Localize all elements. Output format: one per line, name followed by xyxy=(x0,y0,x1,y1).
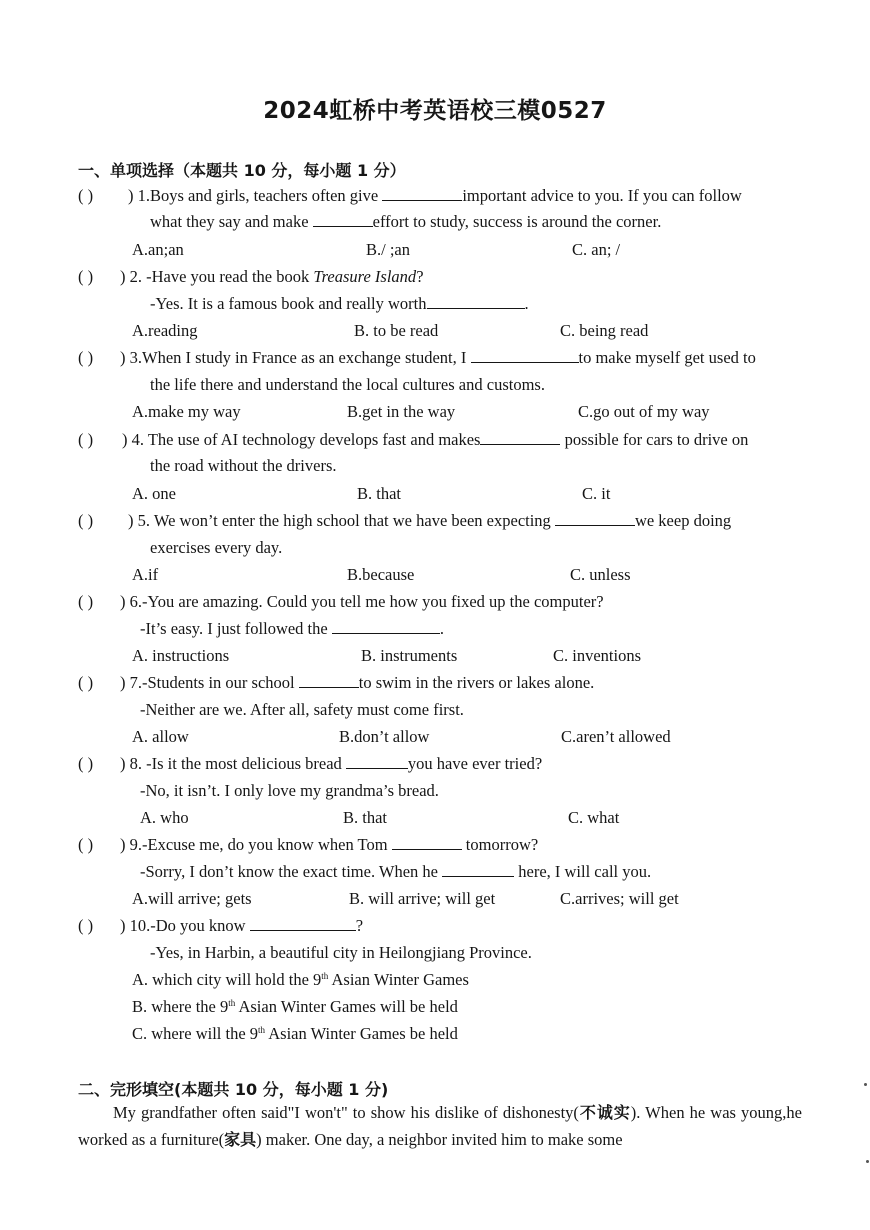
answer-paren: ( ) xyxy=(78,592,94,611)
text: important advice to you. If you can follow xyxy=(462,186,742,205)
option-a: A. who xyxy=(140,808,189,827)
answer-blank xyxy=(382,186,462,201)
text: we keep doing xyxy=(634,511,732,530)
text: ) 10.-Do you know xyxy=(120,916,250,935)
option-a: A. one xyxy=(132,484,176,503)
option-c xyxy=(132,1024,458,1044)
text: ) 4. The use of AI technology develops fast and makes xyxy=(122,430,481,449)
answer-blank xyxy=(427,294,525,309)
chinese-gloss: 家具 xyxy=(224,1130,257,1149)
text: Asian Winter Games xyxy=(328,970,469,989)
text: C. where will the 9 xyxy=(132,1024,259,1043)
answer-paren: ( ) xyxy=(78,754,94,773)
answer-blank xyxy=(313,212,373,227)
text: what they say and make xyxy=(150,212,313,231)
option-b: B.because xyxy=(347,565,415,584)
option-b: B.get in the way xyxy=(347,402,456,421)
text: effort to study, success is around the corner. xyxy=(372,212,662,231)
text: Asian Winter Games will be held xyxy=(235,997,458,1016)
text: ). When he was young,he worked as a furniture( xyxy=(78,1103,802,1149)
text: -Sorry, I don’t know the exact time. When he xyxy=(140,862,443,881)
question-text xyxy=(120,673,594,693)
book-title: Treasure Island xyxy=(313,267,417,286)
answer-paren: ( ) xyxy=(78,511,94,530)
ordinal-suffix: th xyxy=(258,1025,266,1035)
option-c: C. an; / xyxy=(572,240,621,259)
scan-speck xyxy=(864,1083,867,1086)
question-text: ) 6.-You are amazing. Could you tell me how you fixed up the computer? xyxy=(120,592,604,611)
answer-blank xyxy=(555,511,635,526)
text: tomorrow? xyxy=(461,835,539,854)
question-text xyxy=(140,619,444,639)
option-c: C. inventions xyxy=(553,646,642,665)
passage-paragraph xyxy=(78,1099,802,1153)
option-b xyxy=(132,997,458,1017)
option-c: C.go out of my way xyxy=(578,402,710,421)
answer-blank xyxy=(392,835,462,850)
text: you have ever tried? xyxy=(407,754,543,773)
option-b: B. will arrive; will get xyxy=(349,889,496,908)
chinese-gloss: 不诚实 xyxy=(578,1103,631,1122)
option-a: A. instructions xyxy=(132,646,230,665)
option-b: B.don’t allow xyxy=(339,727,430,746)
question-text xyxy=(140,862,651,882)
text: here, I will call you. xyxy=(514,862,652,881)
answer-paren: ( ) xyxy=(78,673,94,692)
text: ) 8. -Is it the most delicious bread xyxy=(120,754,346,773)
text: ? xyxy=(416,267,424,286)
question-text: -Neither are we. After all, safety must come first. xyxy=(140,700,464,719)
option-b: B. that xyxy=(343,808,387,827)
option-a: A.make my way xyxy=(132,402,241,421)
question-text xyxy=(150,212,661,232)
text: ) maker. One day, a neighbor invited him to make some xyxy=(256,1130,623,1149)
answer-paren: ( ) xyxy=(78,348,94,367)
answer-blank xyxy=(471,348,579,363)
option-a: A.will arrive; gets xyxy=(132,889,252,908)
option-a: A.reading xyxy=(132,321,198,340)
option-b: B. instruments xyxy=(361,646,458,665)
text: ) 7.-Students in our school xyxy=(120,673,299,692)
text: to swim in the rivers or lakes alone. xyxy=(358,673,595,692)
text: A. which city will hold the 9 xyxy=(132,970,322,989)
option-a xyxy=(132,970,469,990)
question-text xyxy=(120,835,538,855)
question-text xyxy=(150,294,529,314)
question-text xyxy=(120,754,542,774)
answer-paren: ( ) xyxy=(78,186,94,205)
text: ) 2. -Have you read the book xyxy=(120,267,314,286)
answer-blank xyxy=(480,430,560,445)
text: ) 1.Boys and girls, teachers often give xyxy=(128,186,383,205)
answer-paren: ( ) xyxy=(78,267,94,286)
text: to make myself get used to xyxy=(578,348,756,367)
question-text xyxy=(120,348,756,368)
section-heading-single-choice: 一、单项选择（本题共 10 分，每小题 1 分） xyxy=(78,161,406,180)
scan-speck xyxy=(866,1160,869,1163)
text: possible for cars to drive on xyxy=(560,430,749,449)
option-b: B./ ;an xyxy=(366,240,410,259)
option-b: B. that xyxy=(357,484,401,503)
question-text: the life there and understand the local cultures and customs. xyxy=(150,375,545,394)
answer-blank xyxy=(442,862,514,877)
section-heading-cloze: 二、完形填空(本题共 10 分，每小题 1 分) xyxy=(78,1080,389,1099)
text: . xyxy=(524,294,529,313)
question-text: -Yes, in Harbin, a beautiful city in Heilongjiang Province. xyxy=(150,943,532,962)
text: ? xyxy=(355,916,364,935)
text: ) 3.When I study in France as an exchange student, I xyxy=(120,348,471,367)
text: . xyxy=(439,619,444,638)
ordinal-suffix: th xyxy=(228,998,236,1008)
text: Asian Winter Games be held xyxy=(265,1024,458,1043)
question-text xyxy=(120,916,363,936)
answer-paren: ( ) xyxy=(78,430,94,449)
text: B. where the 9 xyxy=(132,997,229,1016)
text: My grandfather often said"I won't" to show his dislike of dishonesty( xyxy=(113,1103,579,1122)
question-text: exercises every day. xyxy=(150,538,283,557)
question-text: the road without the drivers. xyxy=(150,456,337,475)
option-c: C. what xyxy=(568,808,620,827)
option-a: A.an;an xyxy=(132,240,184,259)
question-text xyxy=(120,267,424,287)
text: -It’s easy. I just followed the xyxy=(140,619,332,638)
option-a: A.if xyxy=(132,565,159,584)
answer-blank xyxy=(299,673,359,688)
option-c: C. being read xyxy=(560,321,649,340)
text: ) 9.-Excuse me, do you know when Tom xyxy=(120,835,392,854)
text: ) 5. We won’t enter the high school that we have been expecting xyxy=(128,511,555,530)
option-c: C.aren’t allowed xyxy=(561,727,671,746)
page-title: 2024虹桥中考英语校三模0527 xyxy=(263,98,607,124)
option-c: C. unless xyxy=(570,565,631,584)
answer-paren: ( ) xyxy=(78,835,94,854)
question-text: -No, it isn’t. I only love my grandma’s bread. xyxy=(140,781,439,800)
question-text xyxy=(122,430,748,450)
answer-blank xyxy=(250,916,356,931)
option-c: C. it xyxy=(582,484,611,503)
option-a: A. allow xyxy=(132,727,189,746)
option-c: C.arrives; will get xyxy=(560,889,679,908)
question-text xyxy=(128,511,731,531)
text: -Yes. It is a famous book and really worth xyxy=(150,294,427,313)
answer-paren: ( ) xyxy=(78,916,94,935)
answer-blank xyxy=(346,754,408,769)
option-b: B. to be read xyxy=(354,321,439,340)
question-text xyxy=(128,186,742,206)
answer-blank xyxy=(332,619,440,634)
ordinal-suffix: th xyxy=(321,971,329,981)
